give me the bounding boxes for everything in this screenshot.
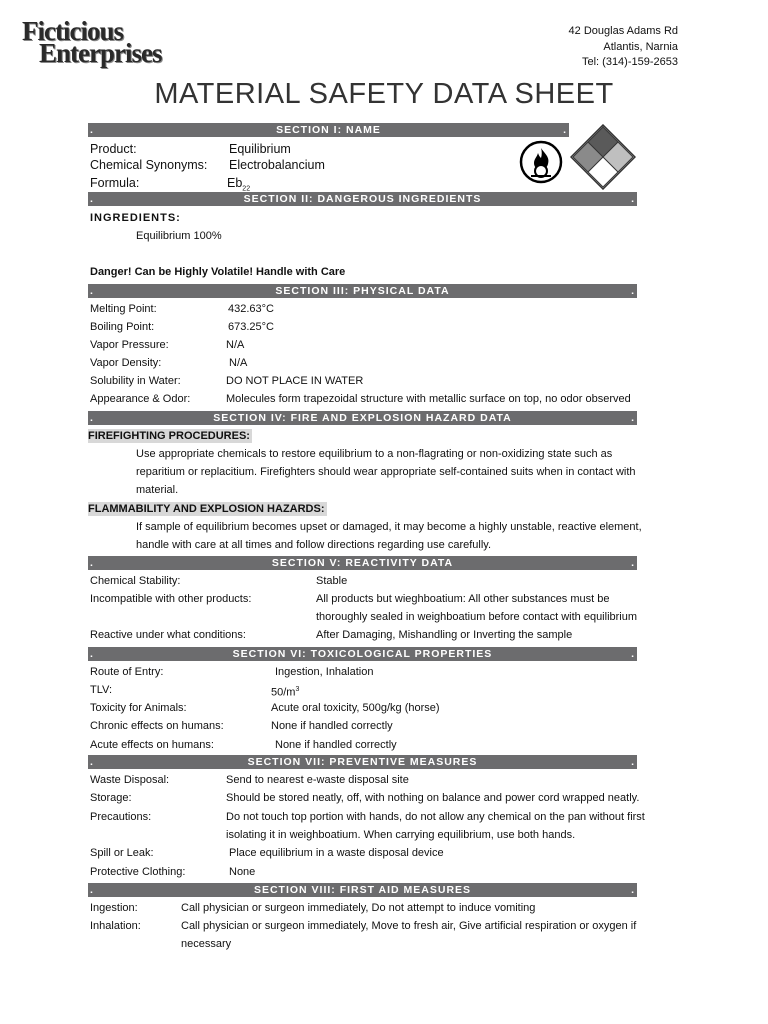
- section-3-title: SECTION III: PHYSICAL DATA: [275, 285, 450, 297]
- synonyms-label: Chemical Synonyms:: [90, 158, 208, 172]
- tlv-superscript: 3: [295, 686, 300, 693]
- ingredient-item: Equilibrium 100%: [136, 230, 222, 242]
- physical-value: DO NOT PLACE IN WATER: [226, 375, 364, 387]
- bar-dot: .: [90, 557, 94, 569]
- toxicology-label: Acute effects on humans:: [90, 739, 214, 751]
- synonyms-value: Electrobalancium: [229, 158, 325, 172]
- clothing-value: None: [229, 866, 256, 878]
- section-3-bar: [88, 284, 637, 298]
- logo-line1: Ficticious: [22, 16, 123, 46]
- bar-dot: .: [90, 285, 94, 297]
- bar-dot: .: [90, 412, 94, 424]
- bar-dot: .: [631, 884, 635, 896]
- bar-dot: .: [563, 124, 567, 136]
- clothing-label: Protective Clothing:: [90, 866, 186, 878]
- firefighting-text-line: material.: [136, 484, 179, 496]
- danger-warning: Danger! Can be Highly Volatile! Handle with Care: [90, 266, 346, 278]
- toxicology-value: None if handled correctly: [275, 739, 397, 751]
- physical-label: Vapor Pressure:: [90, 339, 169, 351]
- physical-label: Solubility in Water:: [90, 375, 181, 387]
- bar-dot: .: [631, 193, 635, 205]
- oxidizer-flame-icon: [519, 140, 563, 184]
- logo-line2: Enterprises: [39, 38, 162, 68]
- toxicology-label: Chronic effects on humans:: [90, 720, 224, 732]
- product-label: Product:: [90, 142, 137, 156]
- spill-value: Place equilibrium in a waste disposal device: [229, 847, 444, 859]
- toxicology-value: Ingestion, Inhalation: [275, 666, 374, 678]
- formula-subscript: 22: [242, 185, 251, 193]
- inhalation-label: Inhalation:: [90, 920, 141, 932]
- bar-dot: .: [90, 193, 94, 205]
- toxicology-label: Route of Entry:: [90, 666, 164, 678]
- physical-value: N/A: [226, 339, 245, 351]
- precautions-text-line: isolating it in weighboatium. When carrying equilibrium, use both hands.: [226, 829, 576, 841]
- stability-label: Chemical Stability:: [90, 575, 181, 587]
- section-8-bar: [88, 883, 637, 897]
- section-7-bar: [88, 755, 637, 769]
- bar-dot: .: [90, 648, 94, 660]
- bar-dot: .: [631, 412, 635, 424]
- precautions-label: Precautions:: [90, 811, 152, 823]
- address-line2: Atlantis, Narnia: [603, 40, 678, 53]
- flammability-text-line: If sample of equilibrium becomes upset or damaged, it may become a highly unstable, reactive element,: [136, 521, 642, 533]
- toxicology-value: Acute oral toxicity, 500g/kg (horse): [271, 702, 440, 714]
- formula-label: Formula:: [90, 176, 140, 190]
- bar-dot: .: [631, 557, 635, 569]
- section-4-bar: [88, 411, 637, 425]
- toxicology-value: [271, 683, 299, 700]
- bar-dot: .: [90, 884, 94, 896]
- ingestion-label: Ingestion:: [90, 902, 138, 914]
- ingredients-heading: INGREDIENTS:: [90, 212, 181, 224]
- waste-value: Send to nearest e-waste disposal site: [226, 774, 409, 786]
- firefighting-text-line: Use appropriate chemicals to restore equilibrium to a non-flagrating or non-oxidizing state such as: [136, 448, 613, 460]
- ingestion-value: Call physician or surgeon immediately, Do not attempt to induce vomiting: [181, 902, 536, 914]
- inhalation-text-line: necessary: [181, 938, 232, 950]
- incompatible-label: Incompatible with other products:: [90, 593, 252, 605]
- company-address: [569, 24, 678, 71]
- toxicology-label: TLV:: [90, 684, 113, 696]
- incompatible-text-line: thoroughly sealed in weighboatium before contact with equilibrium: [316, 611, 638, 623]
- storage-value: Should be stored neatly, off, with nothing on balance and power cord wrapped neatly.: [226, 792, 640, 804]
- toxicology-label: Toxicity for Animals:: [90, 702, 187, 714]
- section-5-bar: [88, 556, 637, 570]
- bar-dot: .: [90, 124, 94, 136]
- phone-line: Tel: (314)-159-2653: [581, 56, 678, 68]
- section-7-title: SECTION VII: PREVENTIVE MEASURES: [247, 756, 478, 768]
- incompatible-text-line: All products but wieghboatium: All other substances must be: [316, 593, 610, 605]
- stability-value: Stable: [316, 575, 348, 587]
- company-logo: [22, 16, 162, 68]
- physical-label: Melting Point:: [90, 303, 157, 315]
- conditions-label: Reactive under what conditions:: [90, 629, 246, 641]
- section-1-bar: [88, 123, 569, 137]
- physical-value: N/A: [229, 357, 248, 369]
- nfpa-diamond-icon: [570, 124, 636, 190]
- section-5-title: SECTION V: REACTIVITY DATA: [271, 557, 454, 569]
- flammability-heading: FLAMMABILITY AND EXPLOSION HAZARDS:: [88, 503, 325, 515]
- toxicology-value: None if handled correctly: [271, 720, 393, 732]
- section-8-title: SECTION VIII: FIRST AID MEASURES: [253, 884, 472, 896]
- bar-dot: .: [631, 756, 635, 768]
- section-2-bar: [88, 192, 637, 206]
- physical-value: Molecules form trapezoidal structure with metallic surface on top, no odor observed: [226, 393, 631, 405]
- section-6-bar: [88, 647, 637, 661]
- section-6-title: SECTION VI: TOXICOLOGICAL PROPERTIES: [232, 648, 493, 660]
- physical-label: Appearance & Odor:: [90, 393, 191, 405]
- bar-dot: .: [631, 285, 635, 297]
- section-4-title: SECTION IV: FIRE AND EXPLOSION HAZARD DATA: [213, 412, 512, 424]
- waste-label: Waste Disposal:: [90, 774, 170, 786]
- conditions-value: After Damaging, Mishandling or Inverting the sample: [316, 629, 573, 641]
- physical-label: Vapor Density:: [90, 357, 162, 369]
- inhalation-text-line: Call physician or surgeon immediately, Move to fresh air, Give artificial respiration or oxygen if: [181, 920, 637, 932]
- section-2-title: SECTION II: DANGEROUS INGREDIENTS: [243, 193, 482, 205]
- section-1-title: SECTION I: NAME: [276, 124, 381, 136]
- storage-label: Storage:: [90, 792, 132, 804]
- bar-dot: .: [90, 756, 94, 768]
- firefighting-text-line: reparitium or replacitium. Firefighters should wear appropriate self-contained suits when in contact with: [136, 466, 636, 478]
- physical-value: 673.25°C: [228, 321, 274, 333]
- physical-value: 432.63°C: [228, 303, 274, 315]
- physical-label: Boiling Point:: [90, 321, 155, 333]
- tlv-value: 50/m: [271, 686, 296, 699]
- address-line1: 42 Douglas Adams Rd: [568, 25, 678, 37]
- flammability-text-line: handle with care at all times and follow directions regarding use carefully.: [136, 539, 492, 551]
- firefighting-heading: FIREFIGHTING PROCEDURES:: [88, 430, 250, 442]
- bar-dot: .: [631, 648, 635, 660]
- formula-base: Eb: [227, 176, 243, 190]
- precautions-text-line: Do not touch top portion with hands, do not allow any chemical on the pan without first: [226, 811, 645, 823]
- product-value: Equilibrium: [229, 142, 291, 156]
- spill-label: Spill or Leak:: [90, 847, 154, 859]
- document-title: MATERIAL SAFETY DATA SHEET: [154, 78, 614, 110]
